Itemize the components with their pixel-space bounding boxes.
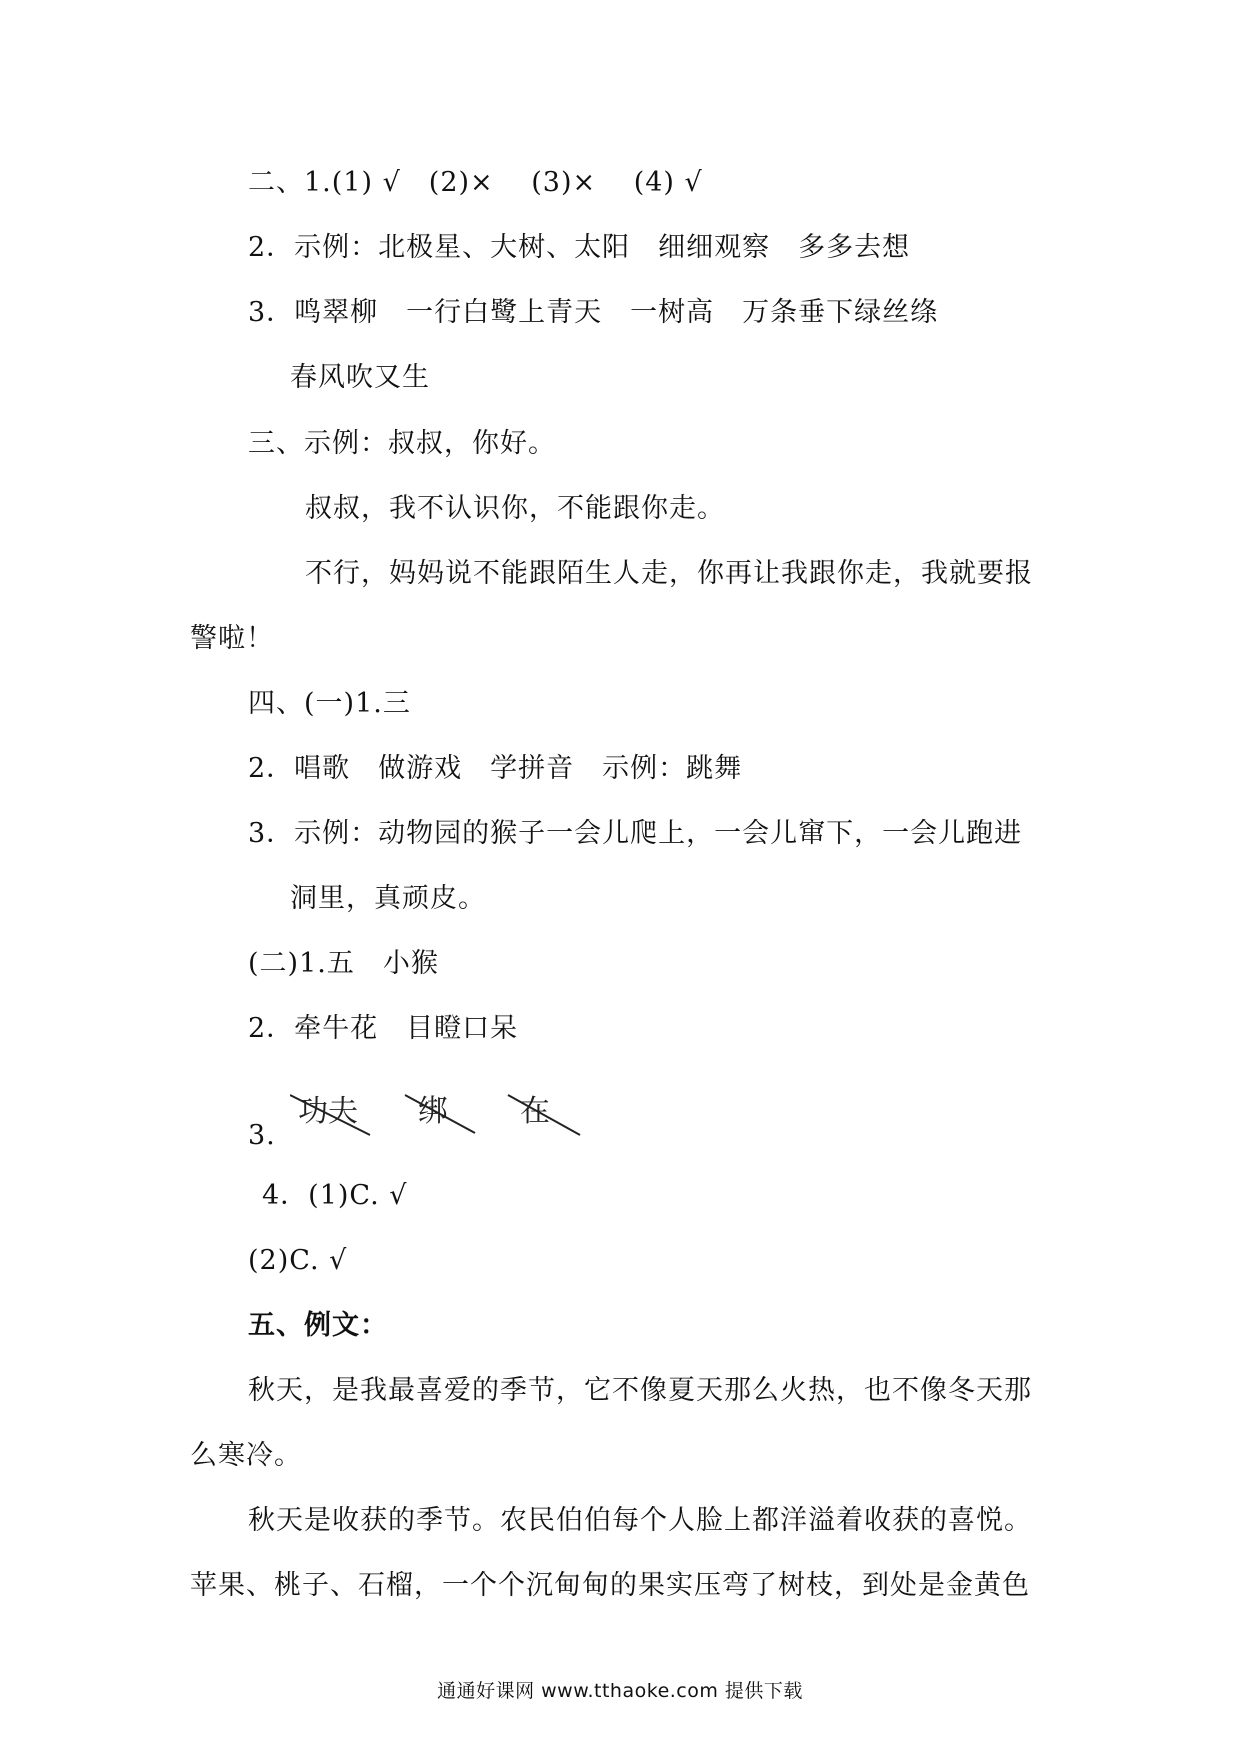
section4-part2-q4-line1: 4．(1)C. √	[262, 1180, 408, 1211]
section4-part2-q4-line2: (2)C. √	[248, 1245, 348, 1276]
match-word-2: 绑	[418, 1094, 448, 1129]
section3-line3: 不行，妈妈说不能跟陌生人走，你再让我跟你走，我就要报	[305, 558, 1033, 589]
section2-q3-line1: 3．鸣翠柳 一行白鹭上青天 一树高 万条垂下绿丝绦	[248, 297, 939, 328]
section4-part1-q3-line2: 洞里，真顽皮。	[290, 883, 486, 914]
match-word-3: 在	[520, 1094, 550, 1129]
section2-q1: 二、1.(1) √ (2)× (3)× (4) √	[248, 167, 703, 198]
section3-line2: 叔叔，我不认识你，不能跟你走。	[305, 493, 725, 524]
section4-part2-q3-number: 3.	[248, 1120, 276, 1151]
essay-para1-line2: 么寒冷。	[190, 1440, 302, 1471]
section4-part1-q3-line1: 3．示例：动物园的猴子一会儿爬上，一会儿窜下，一会儿跑进	[248, 818, 1023, 849]
section4-part1-q2: 2．唱歌 做游戏 学拼音 示例：跳舞	[248, 753, 743, 784]
section3-line1: 三、示例：叔叔，你好。	[248, 428, 556, 459]
matching-strikes	[290, 1083, 610, 1143]
section2-q2: 2．示例：北极星、大树、太阳 细细观察 多多去想	[248, 232, 911, 263]
section4-part1-q1: 四、(一)1.三	[248, 688, 411, 719]
page-footer: 通通好课网 www.tthaoke.com 提供下载	[437, 1680, 803, 1702]
section2-q3-line2: 春风吹又生	[290, 362, 430, 393]
essay-para2-line2: 苹果、桃子、石榴，一个个沉甸甸的果实压弯了树枝，到处是金黄色	[190, 1570, 1030, 1601]
section4-part2-q2: 2．牵牛花 目瞪口呆	[248, 1013, 519, 1044]
matching-answer	[290, 1083, 610, 1143]
essay-para2-line1: 秋天是收获的季节。农民伯伯每个人脸上都洋溢着收获的喜悦。	[248, 1505, 1032, 1536]
section5-title: 五、例文：	[248, 1310, 388, 1341]
section3-line4: 警啦！	[190, 623, 274, 654]
essay-para1-line1: 秋天，是我最喜爱的季节，它不像夏天那么火热，也不像冬天那	[248, 1375, 1032, 1406]
match-word-1: 功夫	[298, 1094, 358, 1129]
section4-part2-q1: (二)1.五 小猴	[248, 948, 439, 979]
